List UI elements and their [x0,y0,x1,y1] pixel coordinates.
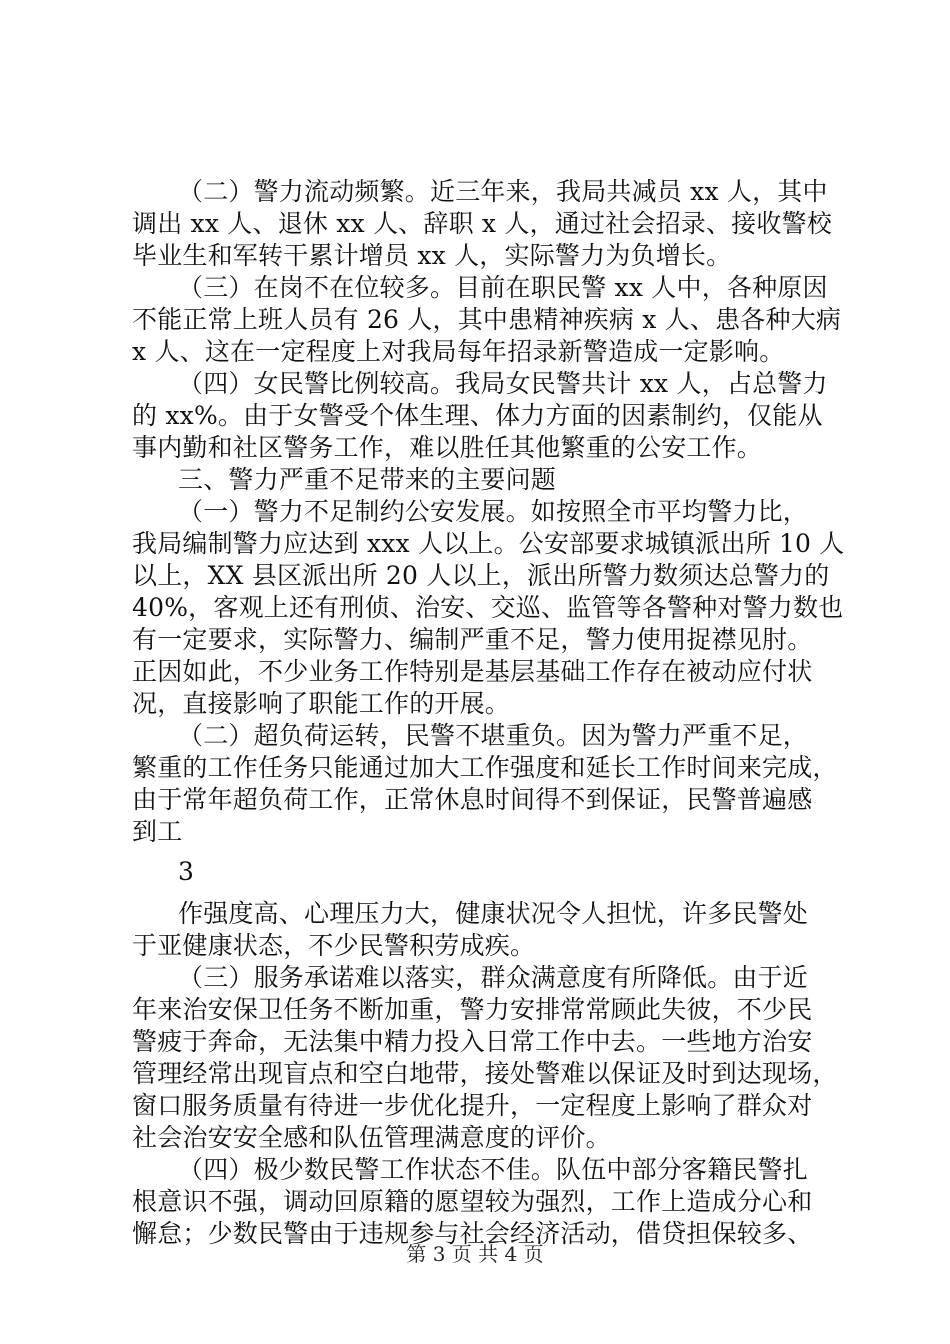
paragraph-line: （二）超负荷运转，民警不堪重负。因为警力严重不足， [178,721,809,750]
paragraph-line: （一）警力不足制约公安发展。如按照全市平均警力比， [178,497,809,526]
paragraph-line: 管理经常出现盲点和空白地带，接处警难以保证及时到达现场， [132,1059,838,1088]
paragraph-line: （三）在岗不在位较多。目前在职民警 xx 人中，各种原因 [178,273,828,302]
paragraph-line: 年来治安保卫任务不断加重，警力安排常常顾此失彼，不少民 [132,995,813,1024]
paragraph-line: 毕业生和军转干累计增员 xx 人，实际警力为负增长。 [132,241,732,270]
paragraph-line: 到工 [132,817,183,846]
paragraph-line: 的 xx%。由于女警受个体生理、体力方面的因素制约，仅能从 [132,401,823,430]
paragraph-line: （四）极少数民警工作状态不佳。队伍中部分客籍民警扎 [178,1155,809,1184]
page-footer: 第 3 页 共 4 页 [406,1242,544,1266]
paragraph-line: 作强度高、心理压力大，健康状况令人担忧，许多民警处 [178,899,809,928]
paragraph-line: 有一定要求，实际警力、编制严重不足，警力使用捉襟见肘。 [132,625,813,654]
paragraph-line: 况，直接影响了职能工作的开展。 [132,689,511,718]
paragraph-line: 社会治安安全感和队伍管理满意度的评价。 [132,1123,611,1152]
paragraph-line: 警疲于奔命，无法集中精力投入日常工作中去。一些地方治安 [132,1027,813,1056]
paragraph-line: 以上，XX 县区派出所 20 人以上，派出所警力数须达总警力的 [132,561,830,590]
paragraph-line: 40%，客观上还有刑侦、治安、交巡、监管等各警种对警力数也 [132,593,844,622]
paragraph-line: 窗口服务质量有待进一步优化提升，一定程度上影响了群众对 [132,1091,813,1120]
paragraph-line: 我局编制警力应达到 xxx 人以上。公安部要求城镇派出所 10 人 [132,529,845,558]
paragraph-line: （四）女民警比例较高。我局女民警共计 xx 人，占总警力 [178,369,828,398]
paragraph-line: （二）警力流动频繁。近三年来，我局共减员 xx 人，其中 [178,177,828,206]
paragraph-line: 于亚健康状态，不少民警积劳成疾。 [132,931,536,960]
paragraph-line: x 人、这在一定程度上对我局每年招录新警造成一定影响。 [132,337,785,366]
paragraph-line: 根意识不强，调动回原籍的愿望较为强烈，工作上造成分心和 [132,1187,813,1216]
paragraph-line: 懈怠；少数民警由于违规参与社会经济活动，借贷担保较多、 [132,1219,813,1248]
paragraph-line: （三）服务承诺难以落实，群众满意度有所降低。由于近 [178,963,809,992]
paragraph-line: 正因如此，不少业务工作特别是基层基础工作存在被动应付状 [132,657,813,686]
paragraph-line: 事内勤和社区警务工作，难以胜任其他繁重的公安工作。 [132,433,763,462]
paragraph-line: 繁重的工作任务只能通过加大工作强度和延长工作时间来完成， [132,753,838,782]
paragraph-line: 由于常年超负荷工作，正常休息时间得不到保证，民警普遍感 [132,785,813,814]
section-heading: 三、警力严重不足带来的主要问题 [178,465,557,494]
page-break-marker: 3 [178,857,194,886]
paragraph-line: 不能正常上班人员有 26 人，其中患精神疾病 x 人、患各种大病 [132,305,842,334]
paragraph-line: 调出 xx 人、退休 xx 人、辞职 x 人，通过社会招录、接收警校 [132,209,832,238]
